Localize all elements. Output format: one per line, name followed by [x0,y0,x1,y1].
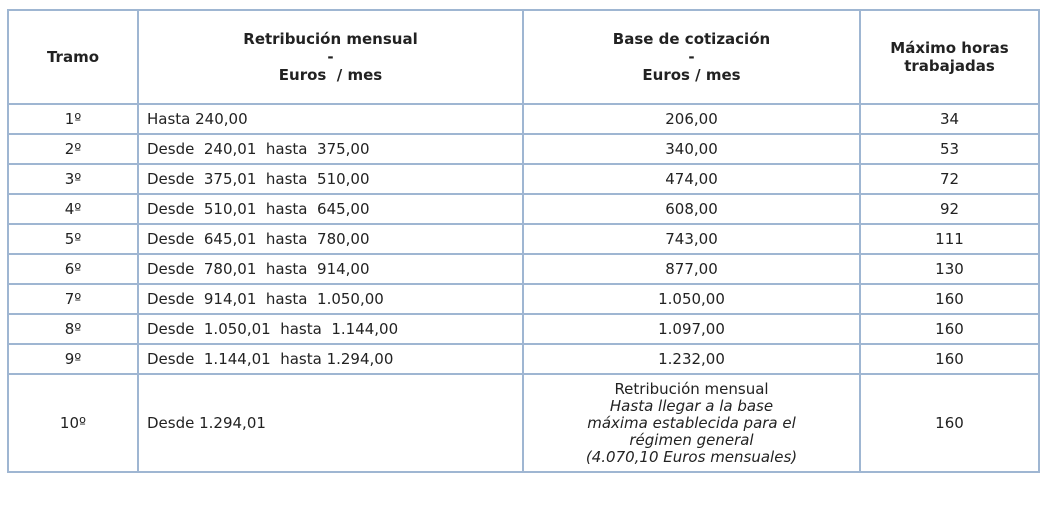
table-row [8,314,1039,344]
header-horas-line1: Máximo horas [890,39,1009,57]
cell-tramo: 7º [8,284,138,314]
cell-horas: 160 [860,284,1039,314]
header-horas [860,10,1039,104]
header-retribucion-line3: Euros / mes [278,66,383,84]
header-base-line3: Euros / mes [642,66,741,84]
cotizacion-table [7,9,1040,473]
cell-base: 743,00 [523,224,860,254]
table-row [8,164,1039,194]
note-line4: régimen general [629,430,754,449]
header-retribucion-line1: Retribución mensual [243,30,418,48]
cell-retribucion: Desde 240,01 hasta 375,00 [138,134,523,164]
cell-base: 608,00 [523,194,860,224]
cell-base: 1.232,00 [523,344,860,374]
header-base-line1: Base de cotización [612,30,771,48]
cell-horas: 130 [860,254,1039,284]
note-line3: máxima establecida para el [587,413,796,432]
cell-retribucion: Desde 510,01 hasta 645,00 [138,194,523,224]
table-row [8,284,1039,314]
cell-horas: 111 [860,224,1039,254]
header-row [8,10,1039,104]
cell-tramo: 5º [8,224,138,254]
cell-base: 206,00 [523,104,860,134]
cell-retribucion: Desde 375,01 hasta 510,00 [138,164,523,194]
table-row [8,254,1039,284]
header-tramo-label: Tramo [46,48,100,66]
cell-tramo: 1º [8,104,138,134]
cell-tramo: 9º [8,344,138,374]
cell-base: 1.050,00 [523,284,860,314]
cell-retribucion: Desde 780,01 hasta 914,00 [138,254,523,284]
table-row [8,104,1039,134]
cell-horas: 160 [860,374,1039,472]
cell-retribucion: Desde 645,01 hasta 780,00 [138,224,523,254]
cell-tramo: 4º [8,194,138,224]
cell-base: 340,00 [523,134,860,164]
cell-horas: 160 [860,314,1039,344]
table-row [8,374,1039,472]
header-retribucion [138,10,523,104]
cell-base: 877,00 [523,254,860,284]
cell-horas: 92 [860,194,1039,224]
cell-tramo: 3º [8,164,138,194]
table-row [8,194,1039,224]
note-line1: Retribución mensual [614,379,769,398]
cell-retribucion: Hasta 240,00 [138,104,523,134]
table-row [8,134,1039,164]
cell-tramo: 8º [8,314,138,344]
table-row [8,224,1039,254]
header-retribucion-line2: - [327,48,334,66]
header-base-line2: - [688,48,695,66]
header-tramo [8,10,138,104]
cell-base: 474,00 [523,164,860,194]
cell-horas: 53 [860,134,1039,164]
cell-retribucion: Desde 1.144,01 hasta 1.294,00 [138,344,523,374]
cell-tramo: 10º [8,374,138,472]
cell-retribucion: Desde 1.050,01 hasta 1.144,00 [138,314,523,344]
table-row [8,344,1039,374]
cell-tramo: 2º [8,134,138,164]
header-base [523,10,860,104]
cell-base-note [523,374,860,472]
cell-retribucion: Desde 914,01 hasta 1.050,00 [138,284,523,314]
cell-horas: 34 [860,104,1039,134]
note-line2: Hasta llegar a la base [609,396,774,415]
cell-tramo: 6º [8,254,138,284]
cell-base: 1.097,00 [523,314,860,344]
header-horas-line2: trabajadas [904,57,995,75]
note-line5: (4.070,10 Euros mensuales) [585,447,798,466]
cell-horas: 160 [860,344,1039,374]
cell-horas: 72 [860,164,1039,194]
cell-retribucion: Desde 1.294,01 [138,374,523,472]
